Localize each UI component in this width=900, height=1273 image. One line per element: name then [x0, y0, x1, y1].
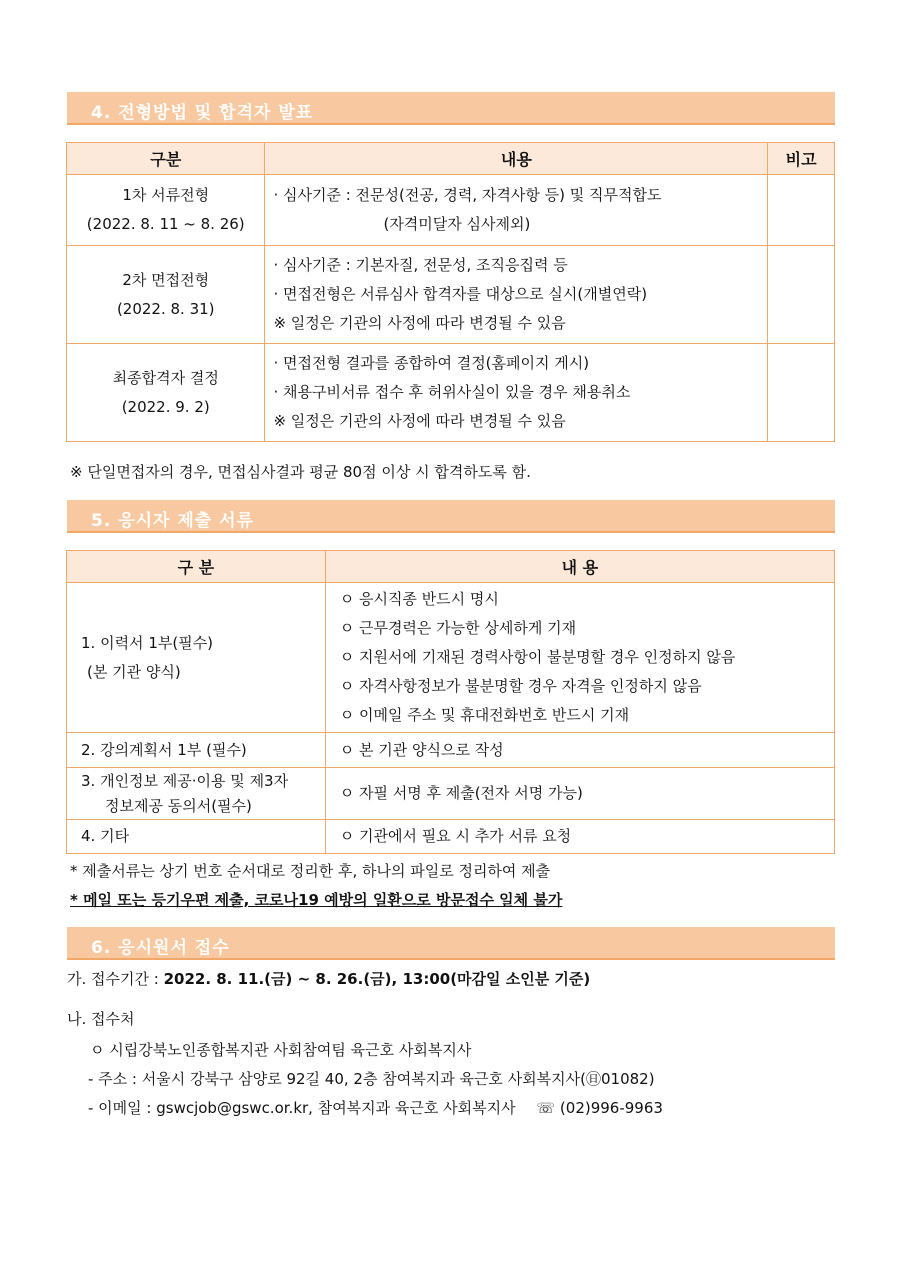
header-category: 구 분	[67, 551, 326, 583]
table-row	[67, 246, 835, 344]
address: - 주소 : 서울시 강북구 삼양로 92길 40, 2층 참여복지과 육근호 사회복지사(㊐01082)	[88, 1070, 655, 1088]
header-remark: 비고	[768, 143, 835, 175]
item-cell: 1. 이력서 1부(필수) (본 기관 양식)	[67, 583, 326, 733]
stage-cell: 1차 서류전형 (2022. 8. 11 ~ 8. 26)	[67, 175, 265, 246]
table-row	[67, 583, 835, 733]
table-row	[67, 175, 835, 246]
stage-cell: 최종합격자 결정 (2022. 9. 2)	[67, 344, 265, 442]
content-cell: · 심사기준 : 기본자질, 전문성, 조직응집력 등 · 면접전형은 서류심사 합격자를 대상으로 실시(개별연락) ※ 일정은 기관의 사정에 따라 변경될 수 있음	[265, 246, 768, 344]
documents-table	[66, 550, 835, 854]
header-content: 내 용	[325, 551, 834, 583]
content-cell: ㅇ 기관에서 필요 시 추가 서류 요청	[325, 820, 834, 854]
header-category: 구분	[67, 143, 265, 175]
section4-note: ※ 단일면접자의 경우, 면접심사결과 평균 80점 이상 시 합격하도록 함.	[70, 463, 531, 481]
stage-cell: 2차 면접전형 (2022. 8. 31)	[67, 246, 265, 344]
remark-cell	[768, 175, 835, 246]
content-cell: · 면접전형 결과를 종합하여 결정(홈페이지 게시) · 채용구비서류 접수 후 허위사실이 있을 경우 채용취소 ※ 일정은 기관의 사정에 따라 변경될 수 있음	[265, 344, 768, 442]
section4-header-bar	[67, 92, 835, 125]
remark-cell	[768, 246, 835, 344]
table-row	[67, 344, 835, 442]
remark-cell	[768, 344, 835, 442]
content-cell: · 심사기준 : 전문성(전공, 경력, 자격사항 등) 및 직무적합도 (자격미달자 심사제외)	[265, 175, 768, 246]
content-cell: ㅇ 자필 서명 후 제출(전자 서명 가능)	[325, 768, 834, 820]
table-row	[67, 768, 835, 820]
content-cell: ㅇ 응시직종 반드시 명시 ㅇ 근무경력은 가능한 상세하게 기재 ㅇ 지원서에 기재된 경력사항이 불분명할 경우 인정하지 않음 ㅇ 자격사항정보가 불분명할 경우 자격을 인정하지 않음 ㅇ 이메일 주소 및 휴대전화번호 반드시 기재	[325, 583, 834, 733]
selection-table	[66, 142, 835, 442]
section5-note2: * 메일 또는 등기우편 제출, 코로나19 예방의 일환으로 방문접수 일체 불가	[70, 891, 563, 909]
section4-title: 4. 전형방법 및 합격자 발표	[91, 103, 314, 123]
section5-note1: * 제출서류는 상기 번호 순서대로 정리한 후, 하나의 파일로 정리하여 제출	[70, 862, 551, 880]
section5-header-bar	[67, 500, 835, 533]
section6-header-bar	[67, 927, 835, 960]
content-cell: ㅇ 본 기관 양식으로 작성	[325, 733, 834, 768]
phone-text: ☏ (02)996-9963	[536, 1099, 663, 1117]
email	[88, 1097, 663, 1118]
section6-title: 6. 응시원서 접수	[91, 938, 230, 958]
period-label: 가. 접수기간 :	[67, 970, 164, 988]
section5-title: 5. 응시자 제출 서류	[91, 511, 254, 531]
item-cell: 3. 개인정보 제공·이용 및 제3자 정보제공 동의서(필수)	[67, 768, 326, 820]
table-row	[67, 820, 835, 854]
place-name: ㅇ 시립강북노인종합복지관 사회참여팀 육근호 사회복지사	[90, 1041, 472, 1059]
header-content: 내용	[265, 143, 768, 175]
item-cell: 2. 강의계획서 1부 (필수)	[67, 733, 326, 768]
place-label: 나. 접수처	[67, 1010, 135, 1028]
email-text: - 이메일 : gswcjob@gswc.or.kr, 참여복지과 육근호 사회복지사	[88, 1099, 516, 1117]
table-row	[67, 733, 835, 768]
application-period	[67, 968, 590, 989]
item-cell: 4. 기타	[67, 820, 326, 854]
period-value: 2022. 8. 11.(금) ~ 8. 26.(금), 13:00(마감일 소인분 기준)	[163, 970, 591, 988]
